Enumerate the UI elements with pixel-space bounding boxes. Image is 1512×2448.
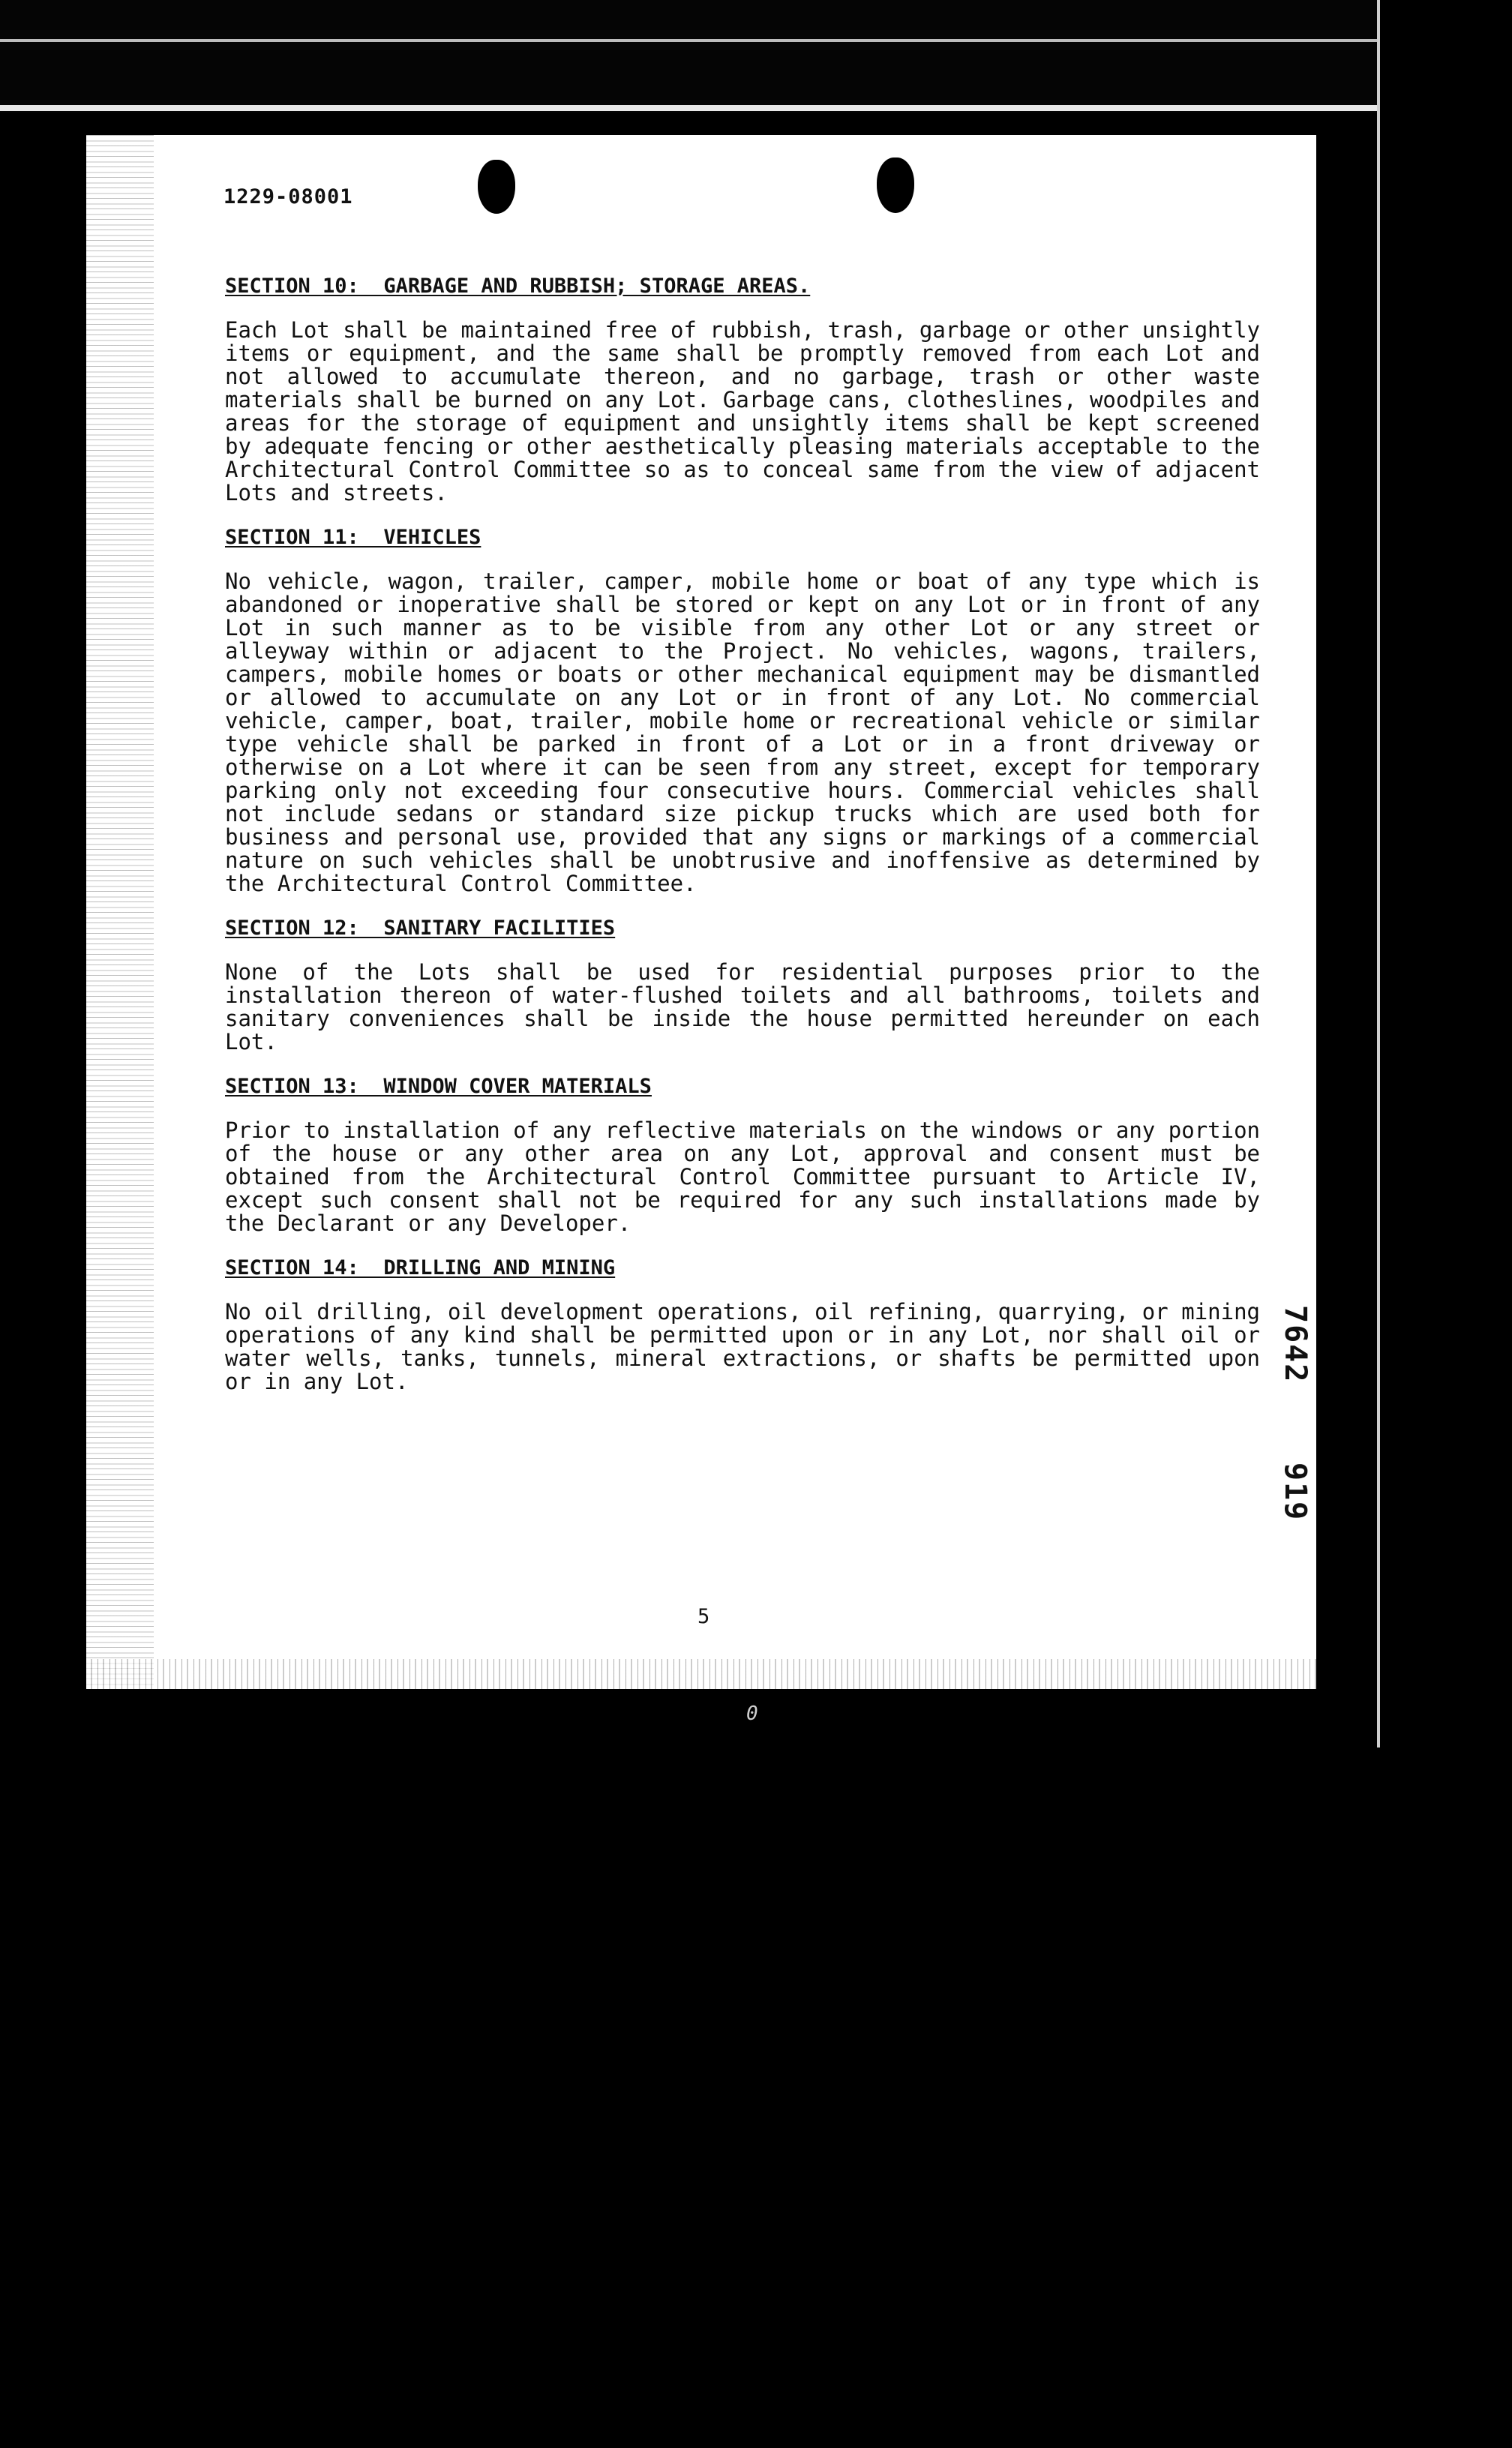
section-14 [225,1256,1260,1394]
document-page [86,135,1316,1689]
margin-page-number: 919 [1278,1462,1312,1522]
section-heading: SECTION 10: GARBAGE AND RUBBISH; STORAGE AREAS. [225,274,811,298]
section-heading: SECTION 14: DRILLING AND MINING [225,1256,616,1280]
section-paragraph: None of the Lots shall be used for residential purposes prior to the installation thereon of water-flushed toilets and all bathrooms, toilets and sanitary conveniences shall be inside the house permitted hereunder on each Lot. [225,959,1260,1054]
scan-noise-bottom [86,1659,1316,1689]
section-heading: SECTION 13: WINDOW COVER MATERIALS [225,1075,652,1098]
section-heading: SECTION 12: SANITARY FACILITIES [225,916,616,940]
scan-noise-left [86,135,154,1689]
section-paragraph: Each Lot shall be maintained free of rubbish, trash, garbage or other unsightly items or equipment, and the same shall be promptly removed from each Lot and not allowed to accumulate thereon, and no garbage, trash or other waste materials shall be burned on any Lot. Garbage cans, clotheslines, woodpiles and areas for the storage of equipment and unsightly items shall be kept screened by adequate fencing or other aesthetically pleasing materials acceptable to the Architectural Control Committee so as to conceal same from the view of adjacent Lots and streets. [225,317,1260,506]
punch-hole-mark [877,158,914,213]
document-id: 1229-08001 [224,185,353,208]
scan-top-border [0,0,1378,112]
section-heading: SECTION 11: VEHICLES [225,526,482,549]
section-12 [225,916,1260,1054]
punch-hole-mark [478,160,515,214]
document-body [225,274,1260,1414]
scan-footer-mark: 0 [746,1702,758,1725]
section-paragraph: No vehicle, wagon, trailer, camper, mobile home or boat of any type which is abandoned or inoperative shall be stored or kept on any Lot or in front of any Lot in such manner as to be visible from any other Lot or any street or alleyway within or adjacent to the Project. No vehicles, wagons, trailers, campers, mobile homes or boats or other mechanical equipment may be dismantled or allowed to accumulate on any Lot or in front of any Lot. No commercial vehicle, camper, boat, trailer, mobile home or recreational vehicle or similar type vehicle shall be parked in front of a Lot or in a front driveway or otherwise on a Lot where it can be seen from any street, except for temporary parking only not exceeding four consecutive hours. Commercial vehicles shall not include sedans or standard size pickup trucks which are used both for business and personal use, provided that any signs or markings of a commercial nature on such vehicles shall be unobtrusive and inoffensive as determined by the Architectural Control Committee. [225,568,1260,896]
margin-book-number: 7642 [1278,1305,1312,1384]
section-paragraph: Prior to installation of any reflective materials on the windows or any portion of the house or any other area on any Lot, approval and consent must be obtained from the Architectural Control Committee pursuant to Article IV, except such consent shall not be required for any such installations made by the Declarant or any Developer. [225,1118,1260,1236]
page-number: 5 [698,1605,710,1628]
scan-right-edge [1377,0,1380,1748]
scan-edge-line [0,105,1378,111]
section-paragraph: No oil drilling, oil development operations, oil refining, quarrying, or mining operations of any kind shall be permitted upon or in any Lot, nor shall oil or water wells, tanks, tunnels, mineral extractions, or shafts be permitted upon or in any Lot. [225,1299,1260,1394]
section-10 [225,274,1260,505]
section-11 [225,526,1260,896]
section-13 [225,1075,1260,1235]
scan-edge-line [0,39,1378,42]
